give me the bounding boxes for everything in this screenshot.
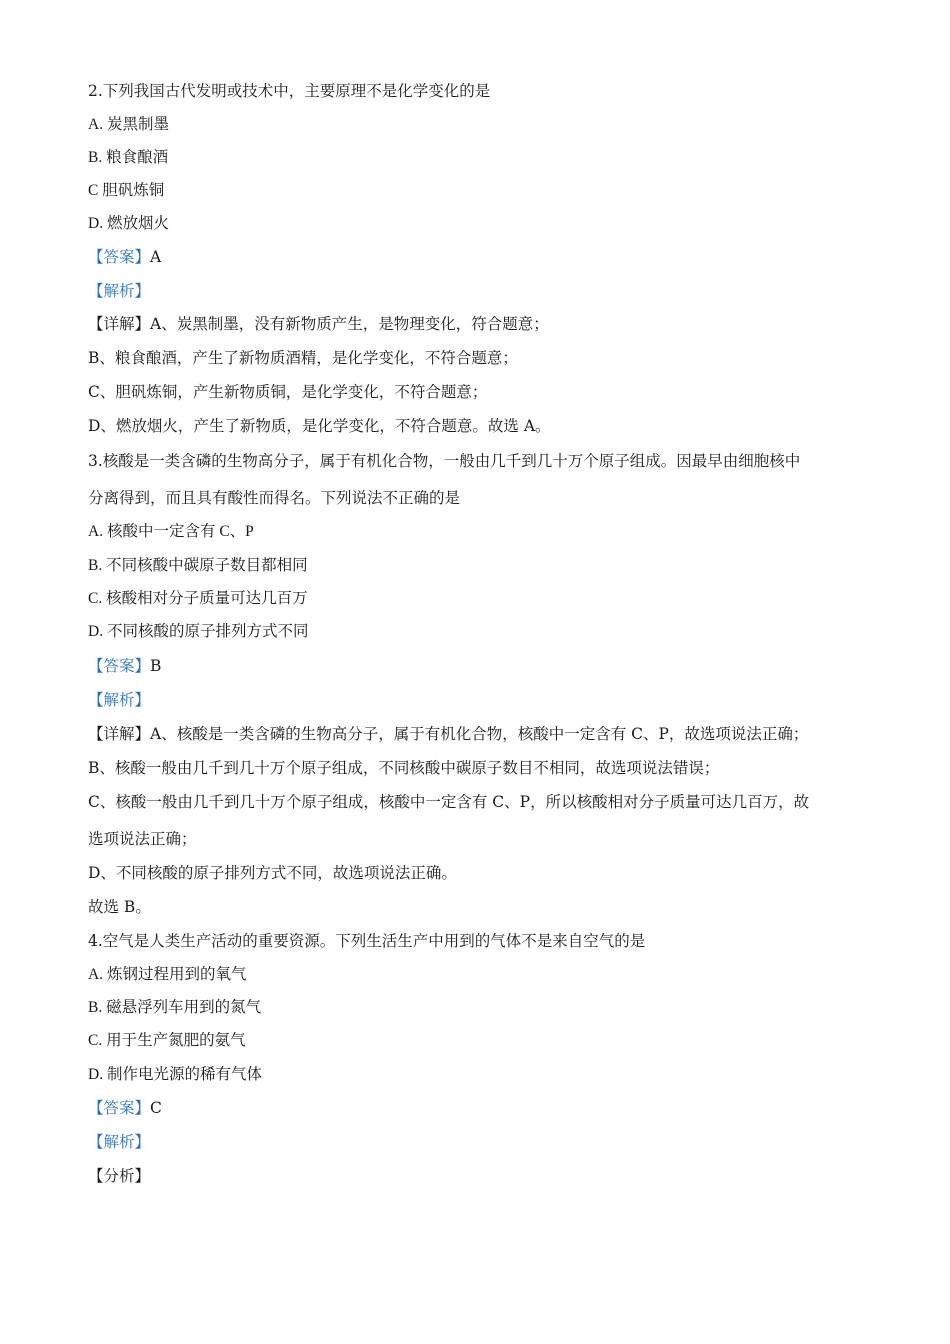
q2-stem: 2.下列我国古代发明或技术中，主要原理不是化学变化的是 <box>88 82 491 100</box>
answer-value: A <box>150 248 162 266</box>
q2-analysis-tag: 【解析】 <box>88 282 151 300</box>
q3-detail-3: 选项说法正确； <box>88 830 197 848</box>
q3-answer <box>88 655 868 677</box>
answer-tag: 【答案】 <box>88 1099 151 1117</box>
q4-answer <box>88 1097 868 1119</box>
q4-option-c: C. 用于生产氮肥的氨气 <box>88 1032 246 1049</box>
q3-option-c: C. 核酸相对分子质量可达几百万 <box>88 590 308 607</box>
q3-analysis-tag: 【解析】 <box>88 691 151 709</box>
q2-option-a: A. 炭黑制墨 <box>88 116 169 133</box>
q3-option-d: D. 不同核酸的原子排列方式不同 <box>88 623 309 640</box>
q2-option-d: D. 燃放烟火 <box>88 215 169 232</box>
detail-text: A、核酸是一类含磷的生物高分子，属于有机化合物，核酸中一定含有 C、P，故选项说法正确； <box>150 725 809 743</box>
q4-option-b: B. 磁悬浮列车用到的氮气 <box>88 999 262 1016</box>
q4-stem: 4.空气是人类生产活动的重要资源。下列生活生产中用到的气体不是来自空气的是 <box>88 932 646 950</box>
q4-analysis-tag: 【解析】 <box>88 1133 151 1151</box>
q2-detail-2: C、胆矾炼铜，产生新物质铜，是化学变化，不符合题意； <box>88 383 488 401</box>
detail-tag: 【详解】 <box>88 725 151 743</box>
q3-detail-4: D、不同核酸的原子排列方式不同，故选项说法正确。 <box>88 864 457 882</box>
detail-text: A、炭黑制墨，没有新物质产生，是物理变化，符合题意； <box>150 315 549 333</box>
q3-detail-5: 故选 B。 <box>88 898 151 916</box>
answer-tag: 【答案】 <box>88 657 151 675</box>
q3-detail-0 <box>88 723 868 745</box>
q2-detail-3: D、燃放烟火，产生了新物质，是化学变化，不符合题意。故选 A。 <box>88 417 551 435</box>
q3-stem-line-2: 分离得到，而且具有酸性而得名。下列说法不正确的是 <box>88 489 461 507</box>
q4-option-a: A. 炼钢过程用到的氧气 <box>88 966 247 983</box>
q3-stem-line-1: 3.核酸是一类含磷的生物高分子，属于有机化合物，一般由几千到几十万个原子组成。因最早由细胞核中 <box>88 452 801 470</box>
q3-option-b: B. 不同核酸中碳原子数目都相同 <box>88 557 308 574</box>
q2-answer <box>88 246 868 268</box>
q3-detail-1: B、核酸一般由几千到几十万个原子组成，不同核酸中碳原子数目不相同，故选项说法错误； <box>88 759 720 777</box>
q3-option-a: A. 核酸中一定含有 C、P <box>88 523 254 540</box>
q4-fenxi-tag: 【分析】 <box>88 1167 151 1185</box>
q4-option-d: D. 制作电光源的稀有气体 <box>88 1066 262 1083</box>
q2-option-b: B. 粮食酿酒 <box>88 149 169 166</box>
q2-detail-0 <box>88 313 868 335</box>
answer-tag: 【答案】 <box>88 248 151 266</box>
q3-detail-2: C、核酸一般由几千到几十万个原子组成，核酸中一定含有 C、P，所以核酸相对分子质量可达几百万，故 <box>88 793 810 811</box>
detail-tag: 【详解】 <box>88 315 151 333</box>
answer-value: B <box>150 657 162 675</box>
answer-value: C <box>150 1099 162 1117</box>
q2-option-c: C 胆矾炼铜 <box>88 182 165 199</box>
q2-detail-1: B、粮食酿酒，产生了新物质酒精，是化学变化，不符合题意； <box>88 349 518 367</box>
